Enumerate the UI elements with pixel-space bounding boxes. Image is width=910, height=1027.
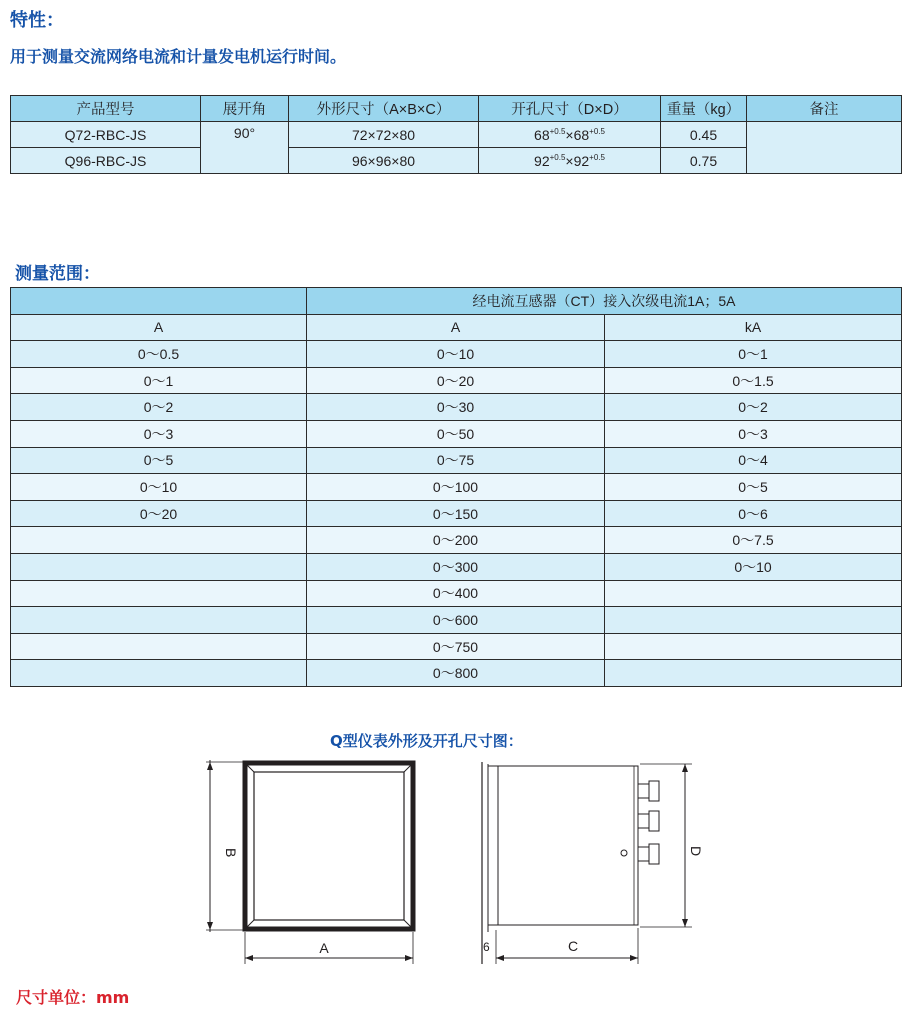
table-row (11, 500, 902, 527)
range-cell: 0～4 (605, 447, 902, 474)
table-row (11, 660, 902, 687)
range-cell (605, 660, 902, 687)
range-cell: 0～3 (11, 420, 307, 447)
range-cell: 0～75 (307, 447, 605, 474)
model-cell: Q72-RBC-JS (11, 122, 201, 148)
range-cell (605, 580, 902, 607)
range-cell: 0～7.5 (605, 527, 902, 554)
table-row (11, 394, 902, 421)
range-cell: 0～2 (605, 394, 902, 421)
range-cell (11, 633, 307, 660)
range-cell: 0～20 (307, 367, 605, 394)
range-cell (605, 607, 902, 634)
remark-cell (747, 122, 902, 174)
range-table (10, 287, 902, 687)
range-cell (605, 633, 902, 660)
range-cell: 0～200 (307, 527, 605, 554)
range-cell: 0～30 (307, 394, 605, 421)
range-cell: 0～6 (605, 500, 902, 527)
table-row (11, 474, 902, 501)
header-hole-size: 开孔尺寸（D×D） (479, 96, 661, 122)
dimension-diagram (200, 752, 720, 970)
tolerance: +0.5 (589, 126, 605, 136)
header-model: 产品型号 (11, 96, 201, 122)
angle-value: 90° (233, 125, 256, 141)
terminal-screws (638, 781, 659, 864)
hole-size-cell (479, 148, 661, 174)
usage-description: 用于测量交流网络电流和计量发电机运行时间。 (10, 47, 347, 66)
spec-table (10, 95, 902, 174)
range-cell: 0～800 (307, 660, 605, 687)
diagram-heading: Q型仪表外形及开孔尺寸图： (330, 732, 523, 750)
outer-size-cell: 96×96×80 (289, 148, 479, 174)
times-sign: × (565, 126, 574, 143)
range-header-blank (11, 288, 307, 315)
range-cell (11, 553, 307, 580)
table-row (11, 367, 902, 394)
range-cell: 0～100 (307, 474, 605, 501)
model-cell: Q96-RBC-JS (11, 148, 201, 174)
hole-b: 92 (573, 152, 590, 169)
table-row (11, 580, 902, 607)
range-cell: 0～10 (11, 474, 307, 501)
hole-b: 68 (573, 126, 590, 143)
unit-cell: A (11, 314, 307, 341)
tolerance: +0.5 (589, 152, 605, 162)
table-row (11, 447, 902, 474)
range-cell: 0～2 (11, 394, 307, 421)
range-cell: 0～10 (605, 553, 902, 580)
range-cell: 0～50 (307, 420, 605, 447)
outer-size-cell: 72×72×80 (289, 122, 479, 148)
range-cell: 0～3 (605, 420, 902, 447)
range-cell: 0～750 (307, 633, 605, 660)
range-cell: 0～1.5 (605, 367, 902, 394)
table-row (11, 607, 902, 634)
features-heading: 特性： (10, 10, 64, 31)
label-b: B (223, 848, 239, 858)
range-cell (11, 580, 307, 607)
range-heading: 测量范围： (15, 264, 100, 284)
side-view (482, 762, 692, 964)
range-body (11, 341, 902, 687)
weight-cell: 0.45 (661, 122, 747, 148)
ct-header: 经电流互感器（CT）接入次级电流1A；5A (307, 288, 902, 315)
range-cell (11, 527, 307, 554)
range-cell: 0～400 (307, 580, 605, 607)
range-cell: 0～300 (307, 553, 605, 580)
unit-cell: A (307, 314, 605, 341)
label-a: A (319, 940, 329, 956)
range-cell: 0～5 (605, 474, 902, 501)
range-cell: 0～1 (605, 341, 902, 368)
header-remark: 备注 (747, 96, 902, 122)
tolerance: +0.5 (549, 152, 566, 162)
weight-cell: 0.75 (661, 148, 747, 174)
table-row (11, 553, 902, 580)
header-outer-size: 外形尺寸（A×B×C） (289, 96, 479, 122)
label-d: D (688, 846, 704, 857)
range-cell: 0～5 (11, 447, 307, 474)
table-row (11, 420, 902, 447)
tolerance: +0.5 (549, 126, 566, 136)
header-angle: 展开角 (201, 96, 289, 122)
front-view (206, 760, 413, 964)
range-cell: 0～0.5 (11, 341, 307, 368)
table-row (11, 122, 902, 148)
unit-row (11, 314, 902, 341)
range-cell: 0～1 (11, 367, 307, 394)
spec-header-row (11, 96, 902, 122)
header-weight: 重量（kg） (661, 96, 747, 122)
range-cell (11, 660, 307, 687)
range-cell (11, 607, 307, 634)
unit-note: 尺寸单位：mm (16, 988, 130, 1007)
unit-cell: kA (605, 314, 902, 341)
range-cell: 0～10 (307, 341, 605, 368)
table-row (11, 633, 902, 660)
hole-size-cell (479, 122, 661, 148)
table-row (11, 341, 902, 368)
range-cell: 0～150 (307, 500, 605, 527)
angle-cell (201, 122, 289, 174)
times-sign: × (565, 152, 574, 169)
hole-a: 68 (534, 126, 550, 143)
range-header-row (11, 288, 902, 315)
table-row (11, 527, 902, 554)
range-cell: 0～20 (11, 500, 307, 527)
range-cell: 0～600 (307, 607, 605, 634)
label-six: 6 (483, 940, 490, 954)
label-c: C (567, 938, 579, 954)
hole-a: 92 (534, 152, 550, 169)
